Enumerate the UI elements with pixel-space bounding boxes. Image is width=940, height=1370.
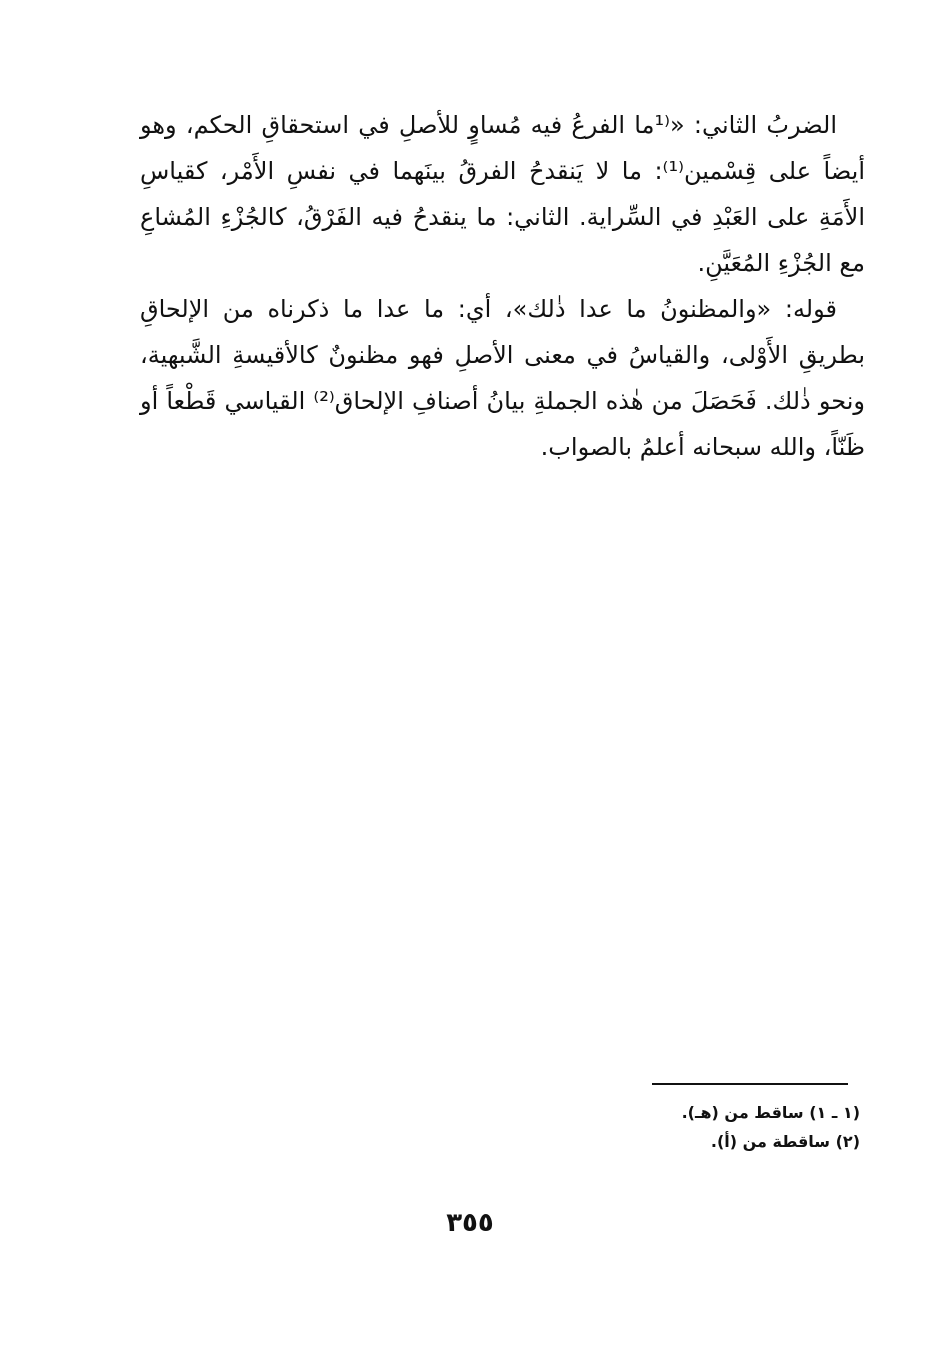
footnote-2: (٢) ساقطة من (أ).: [710, 1132, 860, 1151]
page-number: ٣٥٥: [446, 1208, 494, 1238]
paragraph-1: الضربُ الثاني: «⁽¹ما الفرعُ فيه مُساوٍ للأصلِ في استحقاقِ الحكم، وهو أيضاً على قِسْمين⁽¹⁾: ما لا يَنقدحُ الفرقُ بينَهما في نفسِ الأَمْر، كقياسِ الأَمَةِ على العَبْدِ في السِّراية. الثاني: ما ينقدحُ فيه الفَرْقُ، كالجُزْءِ المُشاعِ مع الجُزْءِ المُعَيَّنِ.: [140, 111, 865, 277]
footnote-separator: [652, 1083, 848, 1085]
main-text: [140, 102, 865, 470]
footnotes: [560, 1098, 860, 1156]
footnote-1: (١ ـ ١) ساقط من (هـ).: [681, 1103, 860, 1122]
paragraph-2: قوله: «والمظنونُ ما عدا ذٰلك»، أي: ما عدا ما ذكرناه من الإلحاقِ بطريقِ الأَوْلى، والقياسُ في معنى الأصلِ فهو مظنونٌ كالأقيسةِ الشَّبهية، ونحو ذٰلك. فَحَصَلَ من هٰذه الجملةِ بيانُ أصنافِ الإلحاق⁽²⁾ القياسي قَطْعاً أو ظَنّاً، والله سبحانه أعلمُ بالصواب.: [140, 295, 865, 461]
